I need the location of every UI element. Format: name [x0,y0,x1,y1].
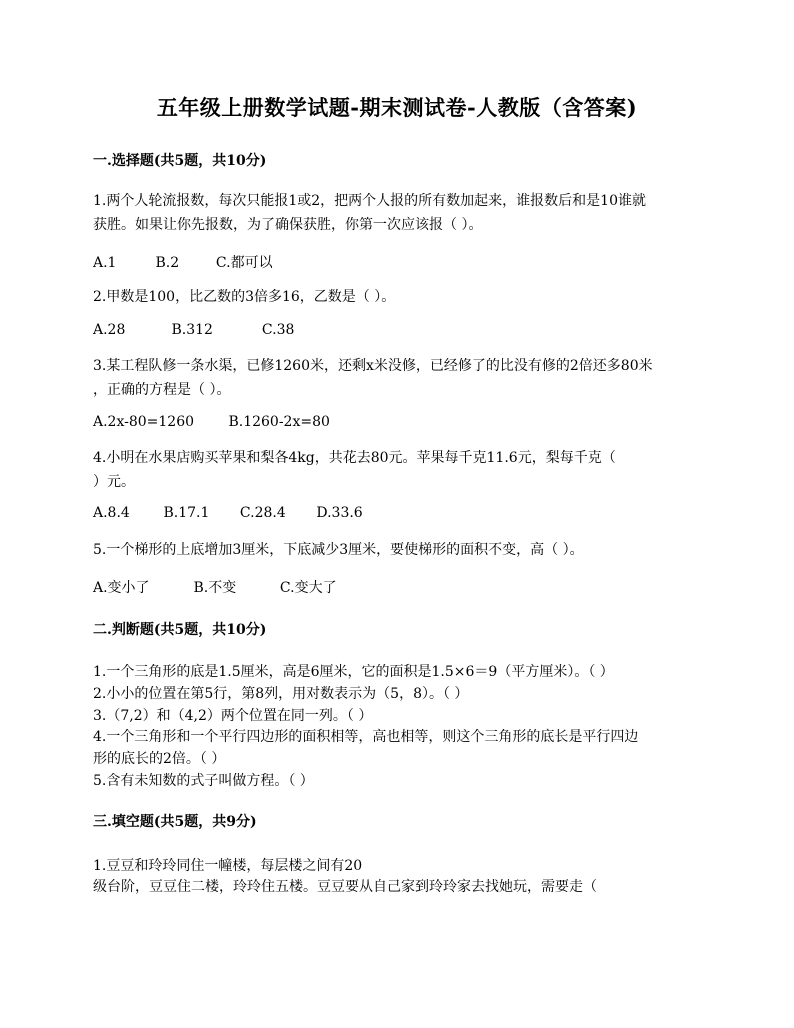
options-row [93,252,713,272]
statement-text: 5.含有未知数的式子叫做方程。（ ） [93,773,314,789]
statement-text: 形的底长的2倍。（ ） [93,751,226,767]
option: B.1260-2x=80 [228,414,330,430]
section-heading-choice: 一.选择题(共5题，共10分) [93,153,267,169]
option: B.312 [171,322,213,338]
options-row [93,577,713,597]
option: B.不变 [193,580,237,596]
option: B.2 [155,255,180,271]
statement-text: 1.一个三角形的底是1.5厘米，高是6厘米，它的面积是1.5×6＝9（平方厘米）。（ ） [93,664,614,680]
statement-text: 3.（7,2）和（4,2）两个位置在同一列。（ ） [93,708,373,724]
question-text: 2.甲数是100，比乙数的3倍多16，乙数是（ ）。 [93,289,396,305]
option: B.17.1 [163,505,210,521]
option: A.28 [93,322,126,338]
question-text: 4.小明在水果店购买苹果和梨各4kg，共花去80元。苹果每千克11.6元，梨每千克（ [93,450,616,466]
option: C.38 [261,322,295,338]
question-text: 1.两个人轮流报数，每次只能报1或2，把两个人报的所有数加起来，谁报数后和是10谁就 [93,193,646,209]
option: A.变小了 [93,580,150,596]
option: D.33.6 [316,505,363,521]
section-heading-fill-blank: 三.填空题(共5题，共9分) [93,814,257,830]
option: C.变大了 [279,580,337,596]
statement-text: 2.小小的位置在第5行，第8列，用对数表示为（5，8）。（ ） [93,686,469,702]
option: C.都可以 [215,255,273,271]
question-text: 级台阶，豆豆住二楼，玲玲住五楼。豆豆要从自己家到玲玲家去找她玩，需要走（ [93,879,597,895]
document-title: 五年级上册数学试题-期末测试卷-人教版（含答案) [156,95,638,120]
question-text: 5.一个梯形的上底增加3厘米，下底减少3厘米，要使梯形的面积不变，高（ ）。 [93,542,584,558]
question-text: 3.某工程队修一条水渠，已修1260米，还剩x米没修，已经修了的比没有修的2倍还多80米 [93,358,653,374]
option: A.2x-80=1260 [93,414,195,430]
section-heading-judgement: 二.判断题(共5题，共10分) [93,622,267,638]
statement-text: 4.一个三角形和一个平行四边形的面积相等，高也相等，则这个三角形的底长是平行四边 [93,729,639,745]
question-text: ）元。 [93,474,135,490]
options-row [93,322,713,338]
question-text: 获胜。如果让你先报数，为了确保获胜，你第一次应该报（ ）。 [93,217,483,233]
option: C.28.4 [239,505,286,521]
options-row [93,414,713,430]
question-text: 1.豆豆和玲玲同住一幢楼，每层楼之间有20 [93,858,363,874]
option: A.1 [93,255,117,271]
option: A.8.4 [93,505,130,521]
options-row [93,505,713,521]
question-text: ，正确的方程是（ ）。 [93,382,231,398]
